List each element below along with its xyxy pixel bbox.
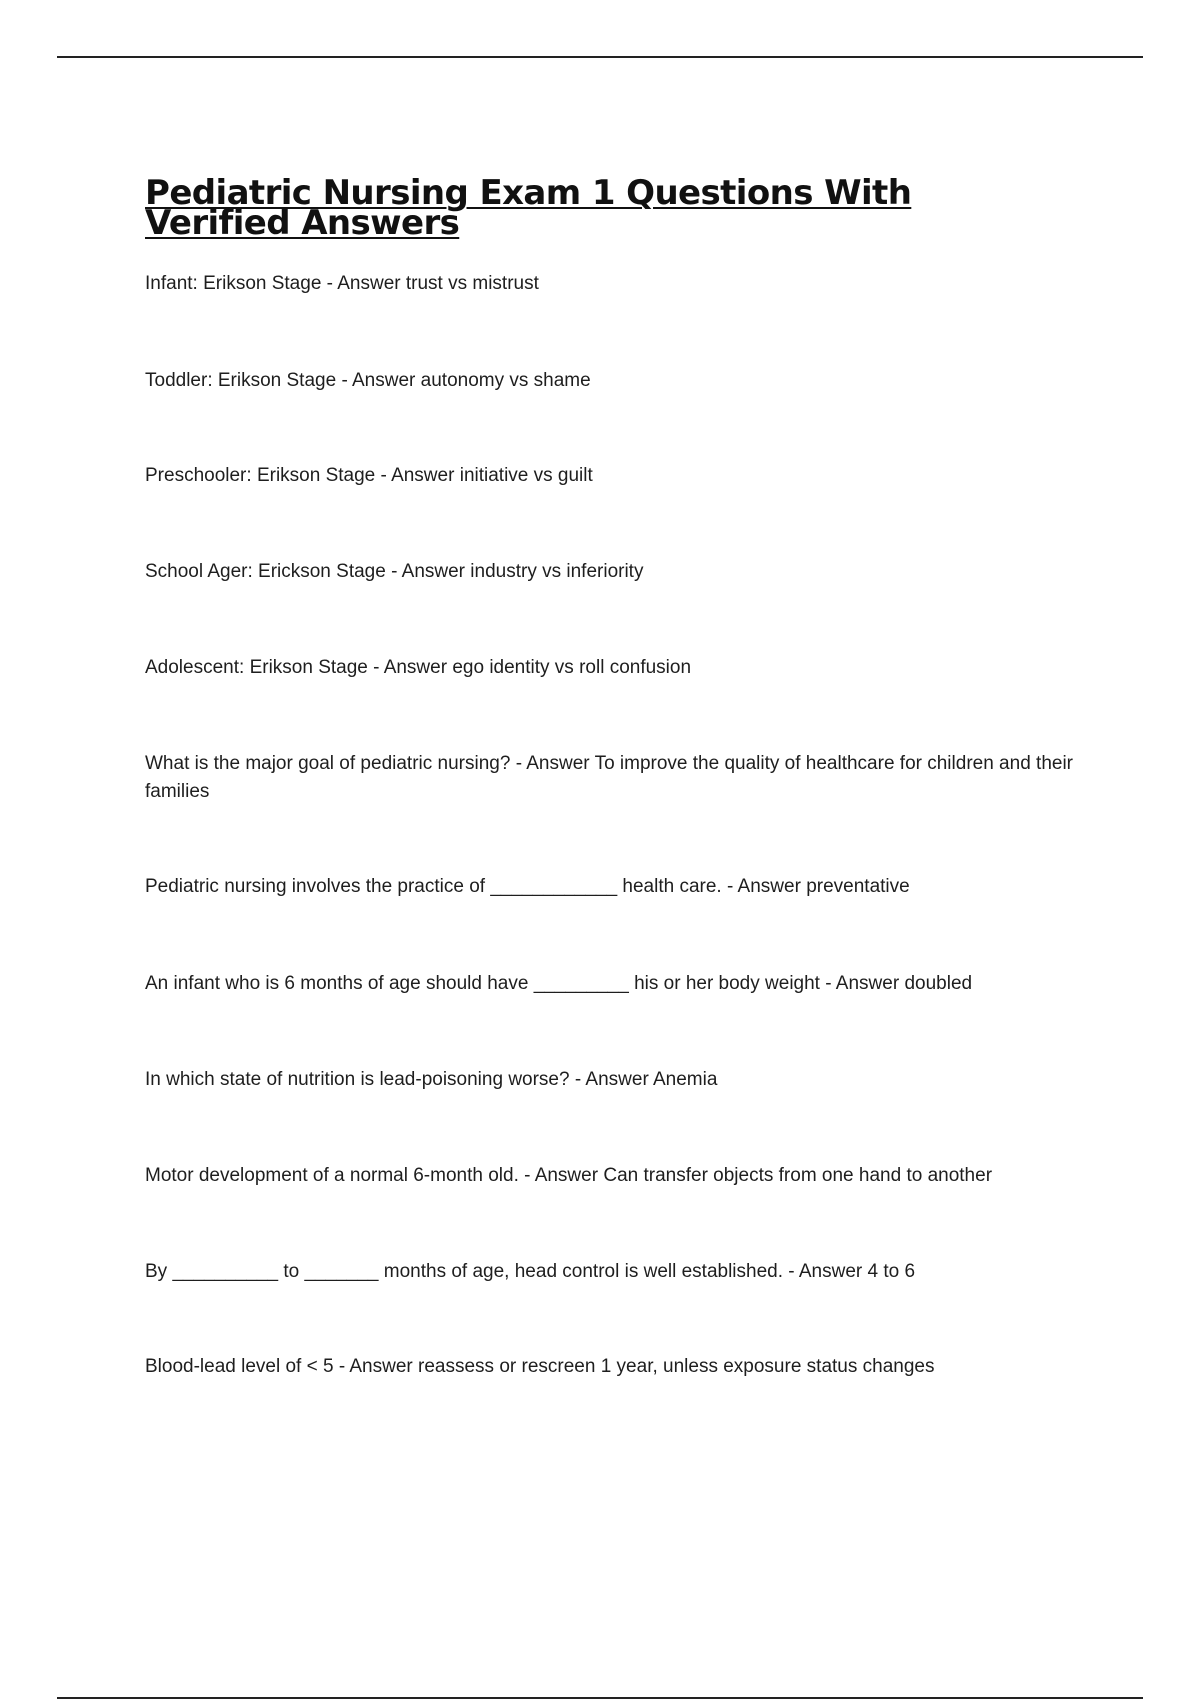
qa-answer-separator: - Answer	[819, 973, 905, 994]
qa-answer-separator: - Answer	[336, 370, 421, 391]
qa-item	[145, 1066, 1090, 1094]
qa-item	[145, 270, 1090, 298]
qa-answer: initiative vs guilt	[459, 465, 593, 486]
qa-item	[145, 1353, 1090, 1381]
qa-question: School Ager: Erickson Stage	[145, 561, 386, 582]
qa-item	[145, 750, 1090, 806]
qa-answer: autonomy vs shame	[420, 370, 591, 391]
qa-question: Adolescent: Erikson Stage	[145, 657, 368, 678]
qa-answer-separator: - Answer	[510, 753, 595, 774]
qa-answer: To improve the quality of healthcare for children and their families	[145, 753, 1079, 802]
qa-answer: 4 to 6	[867, 1261, 916, 1282]
qa-item	[145, 1162, 1090, 1190]
qa-question: What is the major goal of pediatric nursing?	[145, 753, 511, 774]
qa-item	[145, 1258, 1090, 1286]
footer-rule	[57, 1697, 1143, 1699]
qa-question: Preschooler: Erikson Stage	[145, 465, 376, 486]
qa-item	[145, 462, 1090, 490]
qa-answer-separator: - Answer	[375, 465, 460, 486]
header-rule	[57, 56, 1143, 58]
qa-answer-separator: - Answer	[333, 1356, 419, 1377]
qa-item	[145, 558, 1090, 586]
qa-question: Motor development of a normal 6-month old.	[145, 1165, 519, 1186]
qa-answer: reassess or rescreen 1 year, unless exposure status changes	[418, 1356, 935, 1377]
qa-question: Blood-lead level of < 5	[145, 1356, 334, 1377]
qa-answer-separator: - Answer	[783, 1261, 868, 1282]
qa-question: By __________ to _______ months of age, head control is well established.	[145, 1261, 784, 1282]
qa-item	[145, 654, 1090, 682]
qa-answer: Anemia	[653, 1069, 718, 1090]
qa-answer-separator: - Answer	[518, 1165, 604, 1186]
qa-question: In which state of nutrition is lead-poisoning worse?	[145, 1069, 570, 1090]
qa-item	[145, 970, 1090, 998]
qa-answer: doubled	[904, 973, 973, 994]
qa-answer: trust vs mistrust	[405, 273, 539, 294]
page-title: Pediatric Nursing Exam 1 Questions With Verified Answers	[145, 173, 912, 243]
qa-answer-separator: - Answer	[367, 657, 453, 678]
qa-answer-separator: - Answer	[321, 273, 406, 294]
qa-answer: industry vs inferiority	[470, 561, 644, 582]
qa-question: Infant: Erikson Stage	[145, 273, 322, 294]
qa-answer-separator: - Answer	[721, 876, 807, 897]
qa-question: Toddler: Erikson Stage	[145, 370, 337, 391]
qa-item	[145, 367, 1090, 395]
qa-question: Pediatric nursing involves the practice of ____________ health care.	[145, 876, 722, 897]
qa-answer: ego identity vs roll confusion	[452, 657, 692, 678]
qa-answer: Can transfer objects from one hand to another	[603, 1165, 993, 1186]
qa-answer: preventative	[806, 876, 910, 897]
qa-answer-separator: - Answer	[385, 561, 471, 582]
qa-item	[145, 873, 1090, 901]
qa-answer-separator: - Answer	[569, 1069, 653, 1090]
qa-question: An infant who is 6 months of age should have _________ his or her body weight	[145, 973, 820, 994]
